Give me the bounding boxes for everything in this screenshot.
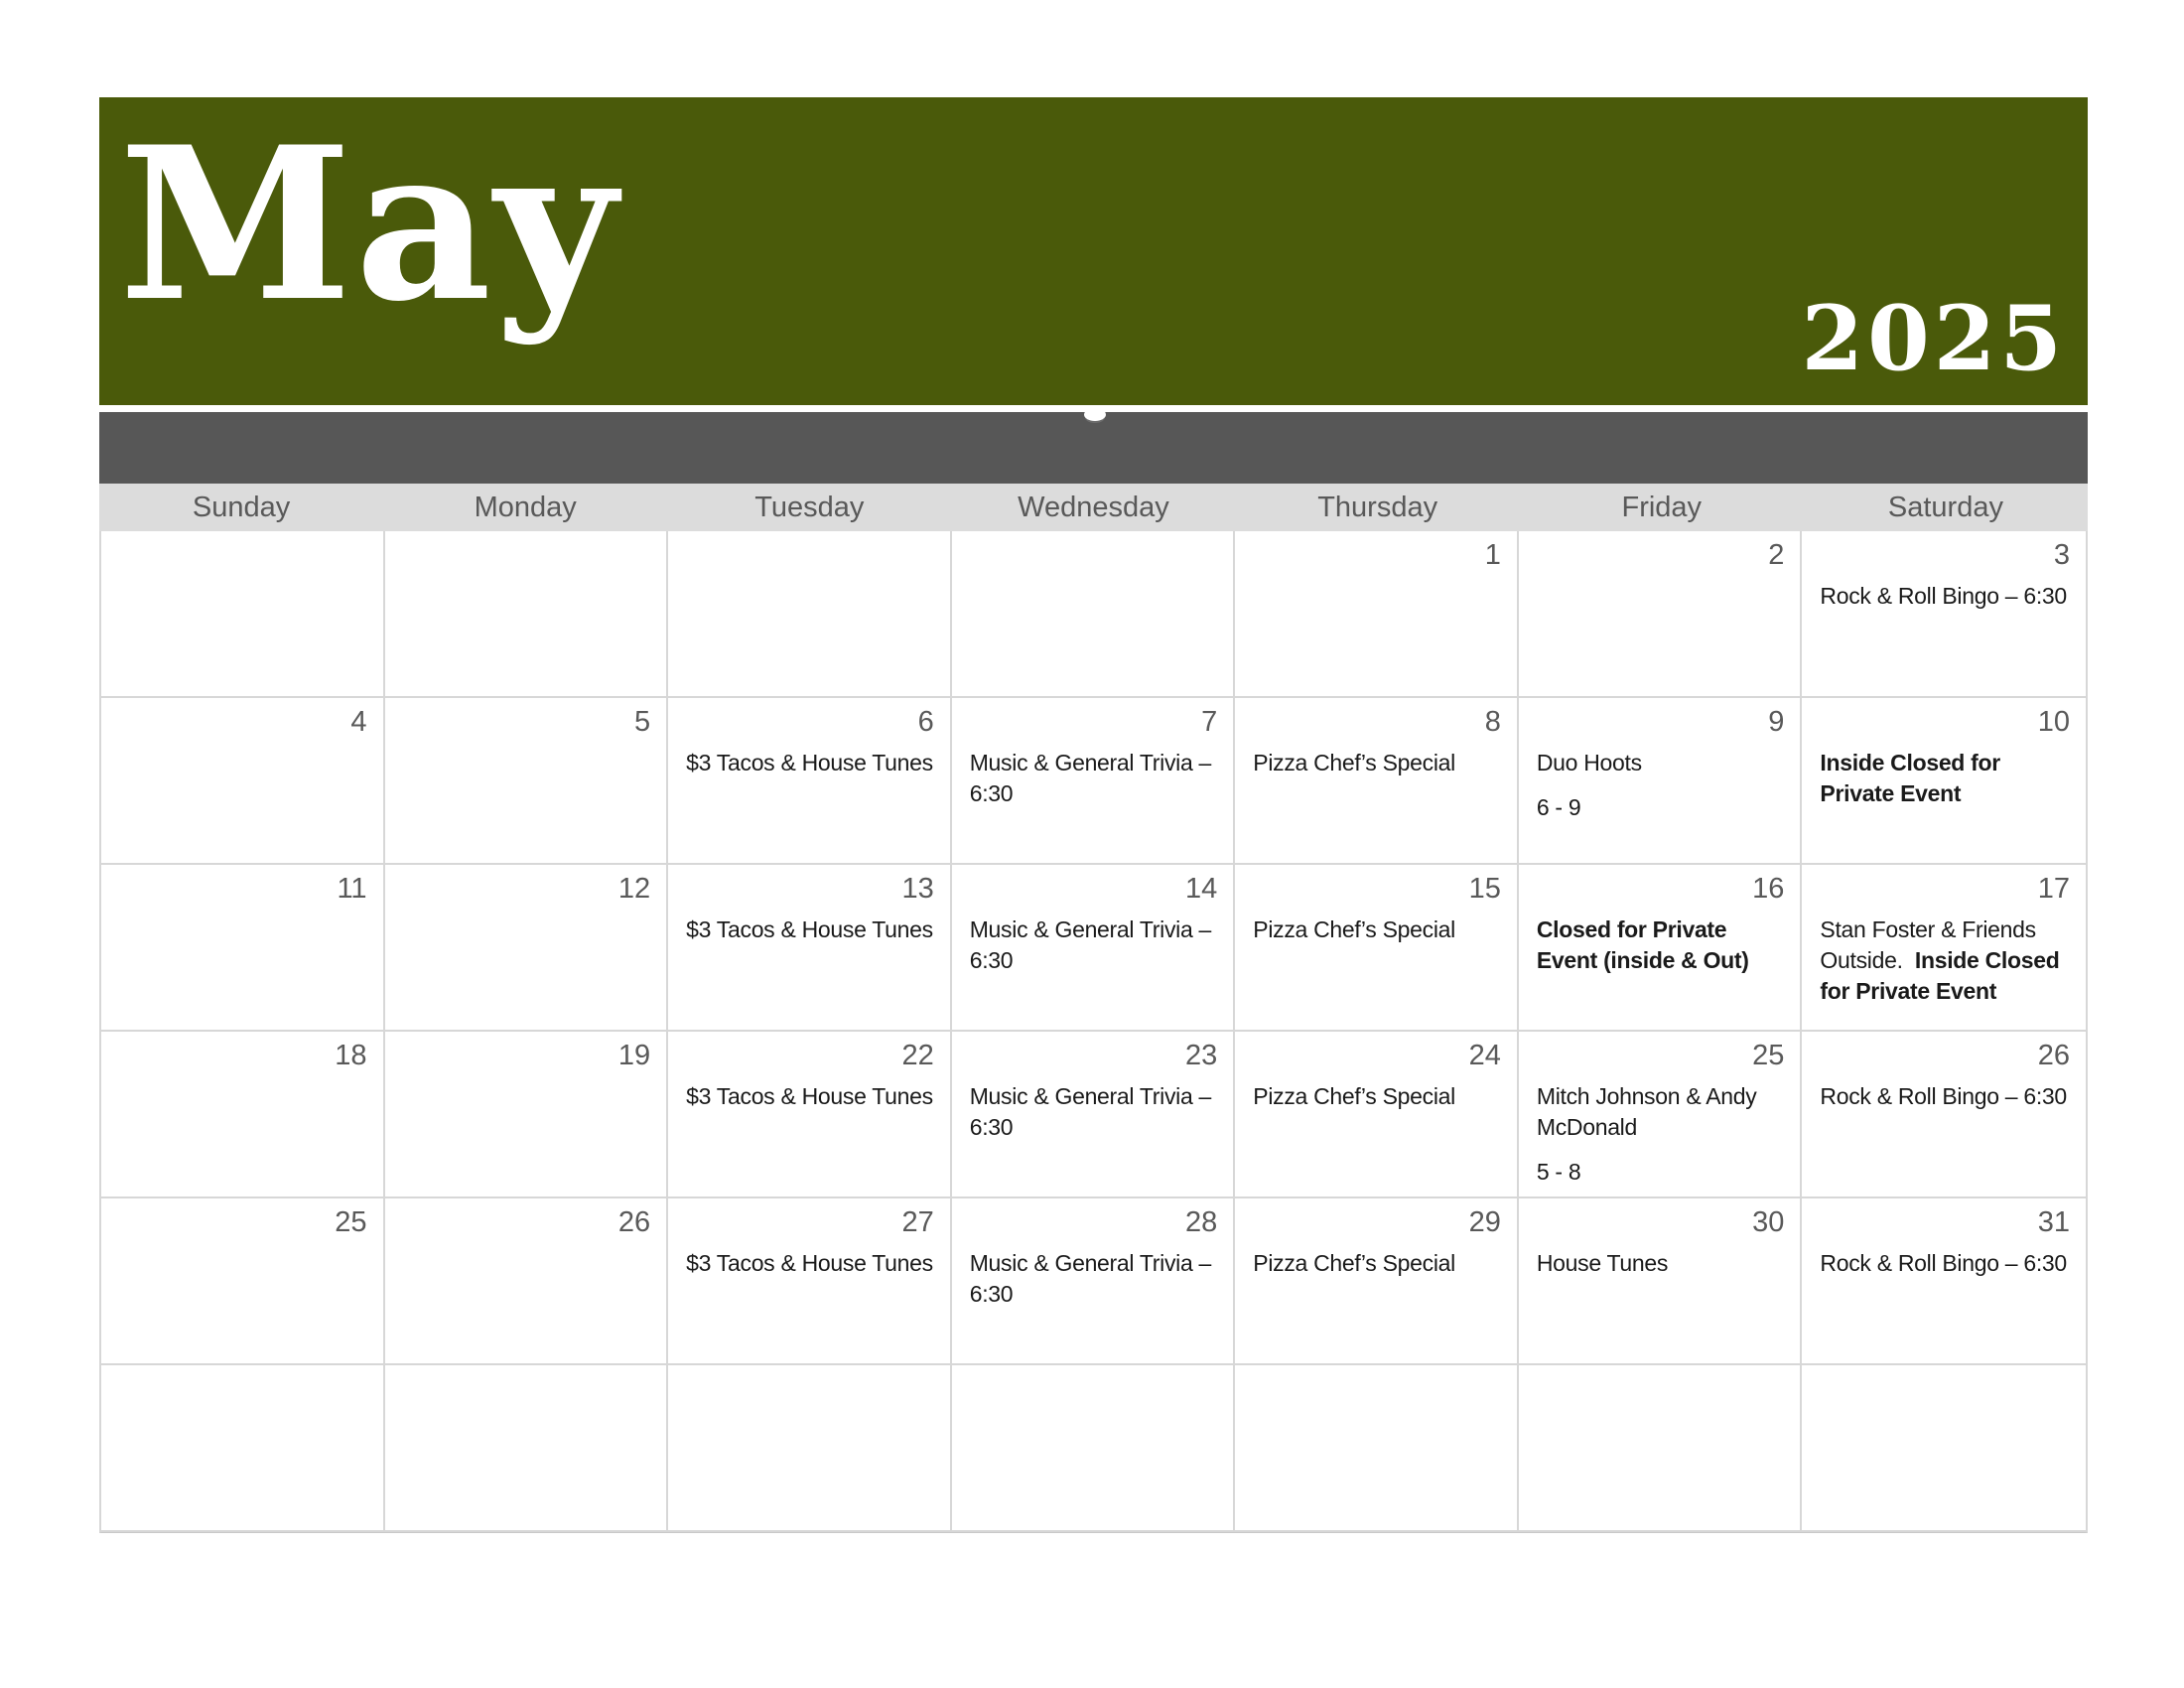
event-text: Duo Hoots — [1536, 750, 1642, 775]
event-text: Pizza Chef’s Special — [1253, 1083, 1455, 1109]
event-text: Music & General Trivia – 6:30 — [969, 916, 1218, 973]
calendar-cell — [668, 531, 952, 698]
calendar-cell — [385, 865, 669, 1032]
day-header-wednesday: Wednesday — [1018, 491, 1169, 523]
calendar-cell — [101, 865, 385, 1032]
calendar-cell — [1802, 1032, 2086, 1198]
event-list — [1235, 698, 1517, 778]
calendar-cell — [1519, 698, 1803, 865]
date-number: 3 — [2053, 539, 2070, 571]
date-number: 8 — [1484, 706, 1501, 738]
calendar-cell — [1802, 865, 2086, 1032]
date-number: 6 — [917, 706, 934, 738]
calendar-cell — [1802, 531, 2086, 698]
event-text: Rock & Roll Bingo – 6:30 — [1820, 583, 2067, 609]
calendar-cell — [668, 865, 952, 1032]
date-number: 5 — [634, 706, 651, 738]
calendar-cell — [952, 531, 1236, 698]
date-number: 14 — [1185, 873, 1218, 905]
date-number: 4 — [350, 706, 367, 738]
calendar-cell — [668, 1198, 952, 1365]
calendar-cell — [1802, 1365, 2086, 1532]
date-number: 26 — [617, 1206, 651, 1238]
calendar-cell — [952, 865, 1236, 1032]
event-text: Mitch Johnson & Andy McDonald — [1536, 1083, 1763, 1140]
day-header-tuesday: Tuesday — [754, 491, 865, 523]
calendar-cell — [1519, 1032, 1803, 1198]
date-number: 31 — [2037, 1206, 2070, 1238]
calendar-cell — [385, 1365, 669, 1532]
date-number: 12 — [617, 873, 651, 905]
event-list — [1519, 698, 1801, 823]
date-number: 26 — [2037, 1040, 2070, 1071]
date-number: 27 — [901, 1206, 934, 1238]
month-title: May — [119, 100, 620, 348]
calendar-cell — [101, 1198, 385, 1365]
event-list — [1802, 531, 2086, 612]
event-text: $3 Tacos & House Tunes — [686, 1250, 933, 1276]
calendar-cell — [101, 1032, 385, 1198]
date-number: 28 — [1185, 1206, 1218, 1238]
calendar-cell — [952, 698, 1236, 865]
day-header-saturday: Saturday — [1887, 491, 2003, 523]
date-number: 11 — [337, 873, 367, 905]
decorative-notch — [1084, 408, 1106, 421]
divider-band — [99, 412, 2088, 484]
calendar-cell — [952, 1032, 1236, 1198]
calendar-cell — [952, 1198, 1236, 1365]
date-number: 25 — [335, 1206, 367, 1238]
event-text: Inside Closed for Private Event — [1820, 750, 2006, 806]
event-text: Music & General Trivia – 6:30 — [969, 1083, 1218, 1140]
event-text: Pizza Chef’s Special — [1253, 750, 1455, 775]
date-number: 22 — [901, 1040, 934, 1071]
calendar-cell — [1519, 1198, 1803, 1365]
event-list — [952, 698, 1234, 809]
calendar-cell — [385, 1032, 669, 1198]
date-number: 7 — [1201, 706, 1218, 738]
event-text: Music & General Trivia – 6:30 — [969, 750, 1218, 806]
calendar-cell — [668, 1032, 952, 1198]
calendar-cell — [1802, 1198, 2086, 1365]
calendar-grid — [99, 531, 2088, 1533]
event-text: $3 Tacos & House Tunes — [686, 1083, 933, 1109]
date-number: 13 — [901, 873, 934, 905]
calendar-cell — [1519, 865, 1803, 1032]
calendar-cell — [1235, 531, 1519, 698]
calendar-cell — [385, 698, 669, 865]
date-number: 15 — [1468, 873, 1501, 905]
calendar-cell — [1235, 865, 1519, 1032]
date-number: 19 — [617, 1040, 651, 1071]
date-number: 2 — [1768, 539, 1785, 571]
date-number: 23 — [1185, 1040, 1218, 1071]
calendar-header — [99, 97, 2088, 405]
date-number: 16 — [1752, 873, 1785, 905]
date-number: 30 — [1752, 1206, 1785, 1238]
event-text: House Tunes — [1536, 1250, 1669, 1276]
date-number: 29 — [1468, 1206, 1501, 1238]
calendar-cell — [1519, 531, 1803, 698]
day-header-monday: Monday — [474, 491, 577, 523]
calendar-cell — [952, 1365, 1236, 1532]
date-number: 25 — [1752, 1040, 1785, 1071]
day-header-row — [99, 484, 2088, 531]
event-text: 6 - 9 — [1536, 793, 1581, 820]
calendar-cell — [668, 698, 952, 865]
year-label: 2025 — [1801, 286, 2066, 391]
date-number: 1 — [1484, 539, 1501, 571]
event-text: $3 Tacos & House Tunes — [686, 916, 933, 942]
event-text: 5 - 8 — [1536, 1158, 1581, 1185]
event-text: Pizza Chef’s Special — [1253, 916, 1455, 942]
day-header-sunday: Sunday — [192, 491, 291, 523]
calendar-cell — [385, 1198, 669, 1365]
event-text: $3 Tacos & House Tunes — [686, 750, 933, 775]
calendar-cell — [385, 531, 669, 698]
event-list — [668, 698, 950, 778]
event-text: Rock & Roll Bingo – 6:30 — [1820, 1083, 2067, 1109]
calendar-cell — [1235, 698, 1519, 865]
calendar-cell — [101, 698, 385, 865]
event-text: Pizza Chef’s Special — [1253, 1250, 1455, 1276]
event-text: Closed for Private Event (inside & Out) — [1536, 916, 1749, 973]
date-number: 24 — [1468, 1040, 1501, 1071]
calendar-cell — [1802, 698, 2086, 865]
date-number: 17 — [2037, 873, 2070, 905]
calendar-cell — [101, 531, 385, 698]
calendar-cell — [1235, 1198, 1519, 1365]
event-text: Music & General Trivia – 6:30 — [969, 1250, 1218, 1307]
calendar-cell — [101, 1365, 385, 1532]
calendar-cell — [668, 1365, 952, 1532]
date-number: 10 — [2037, 706, 2070, 738]
calendar-cell — [1519, 1365, 1803, 1532]
date-number: 18 — [335, 1040, 367, 1071]
calendar-cell — [1235, 1032, 1519, 1198]
day-header-friday: Friday — [1621, 491, 1703, 523]
date-number: 9 — [1768, 706, 1785, 738]
event-text: Rock & Roll Bingo – 6:30 — [1820, 1250, 2067, 1276]
calendar-cell — [1235, 1365, 1519, 1532]
event-text: Stan Foster & Friends Outside. Inside Closed for Private Event — [1820, 916, 2066, 1004]
day-header-thursday: Thursday — [1317, 491, 1438, 523]
